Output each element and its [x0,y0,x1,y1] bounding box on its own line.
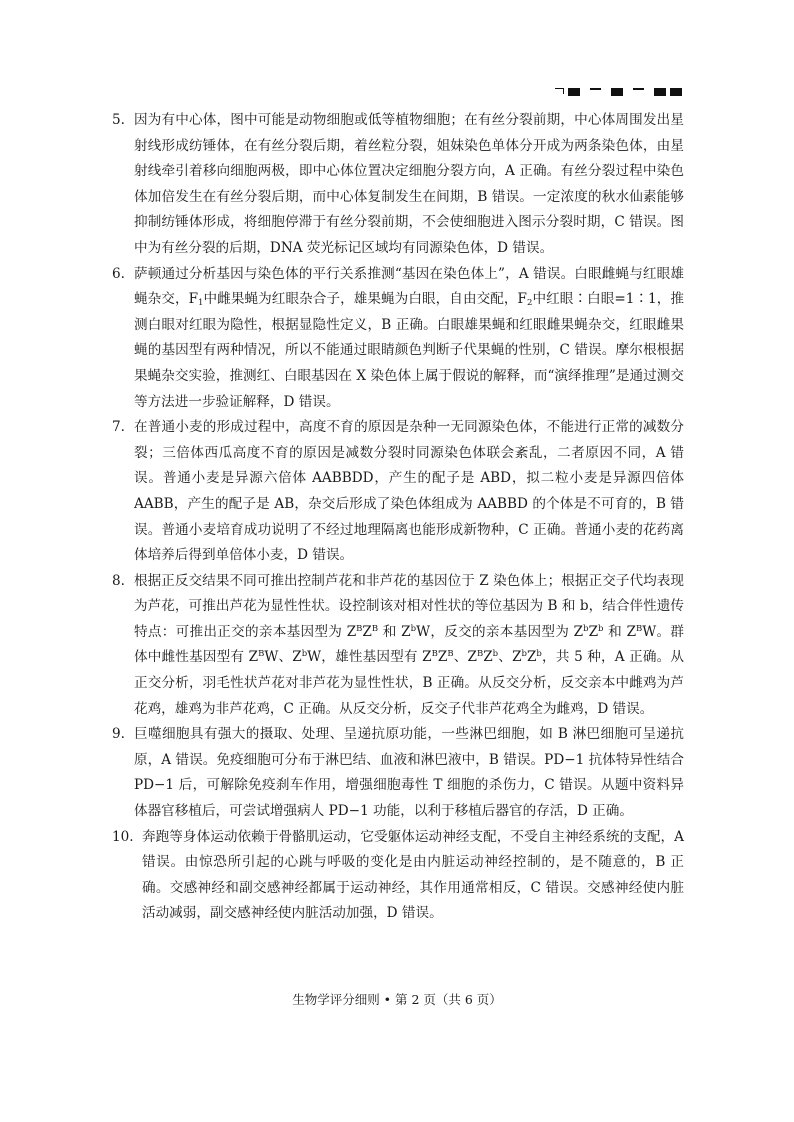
answer-explanations [112,108,684,927]
answer-item-7 [112,415,684,569]
item-text: 萨顿通过分析基因与染色体的平行关系推测“基因在染色体上”，A 错误。白眼雌蝇与红眼雄蝇杂交，$F_1$中雌果蝇为红眼杂合子，雄果蝇为白眼，自由交配，$F_2$中红眼∶白眼=1∶1，推测白眼对红眼为隐性，根据显隐性定义，B 正确。白眼雄果蝇和红眼雌果蝇杂交，红眼雌果蝇的基因型有两种情况，所以不能通过眼睛颜色判断子代果蝇的性别，C 错误。摩尔根根据果蝇杂交实验，推测红、白眼基因在 X 染色体上属于假说的解释，而“演绎推理”是通过测交等方法进一步验证解释，D 错误。 [134,265,684,410]
answer-item-9 [112,722,684,824]
answer-item-5 [112,108,684,262]
item-number: 10. [112,828,134,845]
item-number: 9. [112,726,125,743]
item-text: 因为有中心体，图中可能是动物细胞或低等植物细胞；在有丝分裂前期，中心体周围发出星射线形成纺锤体，在有丝分裂后期，着丝粒分裂，姐妹染色单体分开成为两条染色体，由星射线牵引着移向细胞两极，即中心体位置决定细胞分裂方向，A 正确。有丝分裂过程中染色体加倍发生在有丝分裂后期，而中心体复制发生在间期，B 错误。一定浓度的秋水仙素能够抑制纺锤体形成，将细胞停滞于有丝分裂前期，不会使细胞进入图示分裂时期，C 错误。图中为有丝分裂的后期，DNA 荧光标记区域均有同源染色体，D 错误。 [134,112,684,256]
item-number: 5. [112,112,125,128]
item-text: 在普通小麦的形成过程中，高度不育的原因是杂种一无同源染色体，不能进行正常的减数分裂；三倍体西瓜高度不育的原因是减数分裂时同源染色体联会紊乱，二者原因不同，A 错误。普通小麦是异源六倍体 AABBDD，产生的配子是 ABD，拟二粒小麦是异源四倍体 AABB，产生的配子是 AB，杂交后形成了染色体组成为 AABBD 的个体是不可育的，B 错误。普通小麦培育成功说明了不经过地理隔离也能形成新物种，C 正确。普通小麦的花药离体培养后得到单倍体小麦，D 错误。 [134,419,684,564]
item-number: 7. [112,419,125,436]
header-bar-code-icon [555,88,682,96]
item-text: 奔跑等身体运动依赖于骨骼肌运动，它受躯体运动神经支配，不受自主神经系统的支配，A 错误。由惊恐所引起的心跳与呼吸的变化是由内脏运动神经控制的，是不随意的，B 正确。交感神经和副交感神经都属于运动神经，其作用通常相反，C 错误。交感神经使内脏活动减弱，副交感神经使内脏活动加强，D 错误。 [142,828,684,922]
item-number: 8. [112,572,125,589]
answer-item-6 [112,262,684,416]
answer-item-8 [112,569,684,723]
item-number: 6. [112,265,125,282]
page-footer: 生物学评分细则 • 第 2 页（共 6 页） [292,992,502,1007]
item-text: 巨噬细胞具有强大的摄取、处理、呈递抗原功能，一些淋巴细胞，如 B 淋巴细胞可呈递抗原，A 错误。免疫细胞可分布于淋巴结、血液和淋巴液中，B 错误。PD−1 抗体特异性结合 PD−1 后，可解除免疫刹车作用，增强细胞毒性 T 细胞的杀伤力，C 错误。从题中资料异体器官移植后，可尝试增强病人 PD−1 功能，以利于移植后器官的存活，D 正确。 [134,726,684,820]
item-text: 根据正反交结果不同可推出控制芦花和非芦花的基因位于 Z 染色体上；根据正交子代均表现为芦花，可推出芦花为显性性状。设控制该对相对性状的等位基因为 B 和 b，结合伴性遗传特点：可推出正交的亲本基因型为 $Z^BZ^B$ 和 $Z^bW$，反交的亲本基因型为 $Z^bZ^b$ 和 $Z^BW$。群体中雌性基因型有 $Z^BW$、$Z^bW$，雄性基因型有 $Z^BZ^B$、$Z^BZ^b$、$Z^bZ^b$，共 5 种，A 正确。从正交分析，羽毛性状芦花对非芦花为显性性状，B 正确。从反交分析，反交亲本中雌鸡为芦花鸡，雄鸡为非芦花鸡，C 正确。从反交分析，反交子代非芦花鸡全为雌鸡，D 错误。 [134,572,685,717]
answer-item-10 [112,825,684,927]
